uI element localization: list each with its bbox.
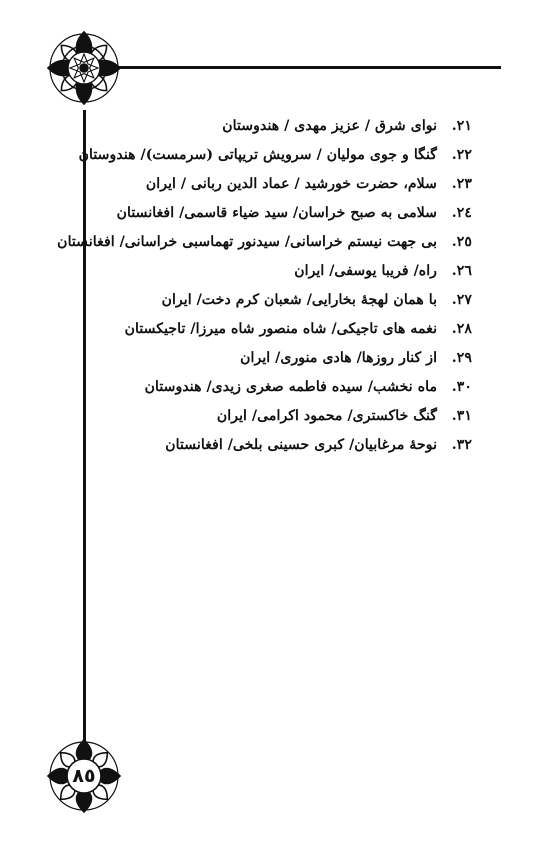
item-text: نوحهٔ مرغابیان/ کبری حسینی بلخی/ افغانستان [165,437,438,453]
item-text: نغمه های تاجیکی/ شاه منصور شاه میرزا/ تاجیکستان [124,321,438,337]
list-item [92,170,472,199]
item-number: ٢١. [451,118,472,134]
list-item [92,402,472,431]
item-number: ٢٣. [451,176,472,192]
item-text: سلام، حضرت خورشید / عماد الدین ربانی / ایران [145,176,438,192]
list-item [92,112,472,141]
item-number: ٣٢. [451,437,472,453]
list-item [92,344,472,373]
top-rosette-ornament-icon [45,29,123,107]
list-item [57,228,472,257]
item-number: ٣١. [451,408,472,424]
top-border-line [118,66,501,69]
item-number: ٢٤. [451,205,472,221]
list-item [92,257,472,286]
item-number: ٢٥. [451,234,472,250]
left-border-line [83,110,86,750]
list-item [92,373,472,402]
item-text: گنگ خاکستری/ محمود اکرامی/ ایران [216,408,438,424]
list-item [92,286,472,315]
contents-list [57,112,472,460]
item-number: ٣٠. [451,379,472,395]
item-text: از کنار روزها/ هادی منوری/ ایران [240,350,438,366]
item-text: سلامی به صبح خراسان/ سید ضیاء قاسمی/ افغانستان [116,205,438,221]
item-text: با همان لهجهٔ بخارایی/ شعبان کرم دخت/ ایران [161,292,438,308]
list-item [92,431,472,460]
item-text: نوای شرق / عزیز مهدی / هندوستان [222,118,438,134]
item-text: راه/ فریبا یوسفی/ ایران [294,263,438,279]
item-number: ٢٧. [451,292,472,308]
list-item [92,199,472,228]
item-number: ٢٨. [451,321,472,337]
item-number: ٢٦. [451,263,472,279]
item-text: ماه نخشب/ سیده فاطمه صغری زیدی/ هندوستان [144,379,438,395]
list-item [78,141,472,170]
page-number: ٨٥ [72,765,96,787]
item-text: بی جهت نیستم خراسانی/ سیدنور تهماسبی خراسانی/ افغانستان [57,234,438,250]
item-number: ٢٢. [451,147,472,163]
list-item [92,315,472,344]
item-number: ٢٩. [451,350,472,366]
item-text: گنگا و جوی مولیان / سرویش تریپاتی (سرمست)/ هندوستان [78,147,438,163]
